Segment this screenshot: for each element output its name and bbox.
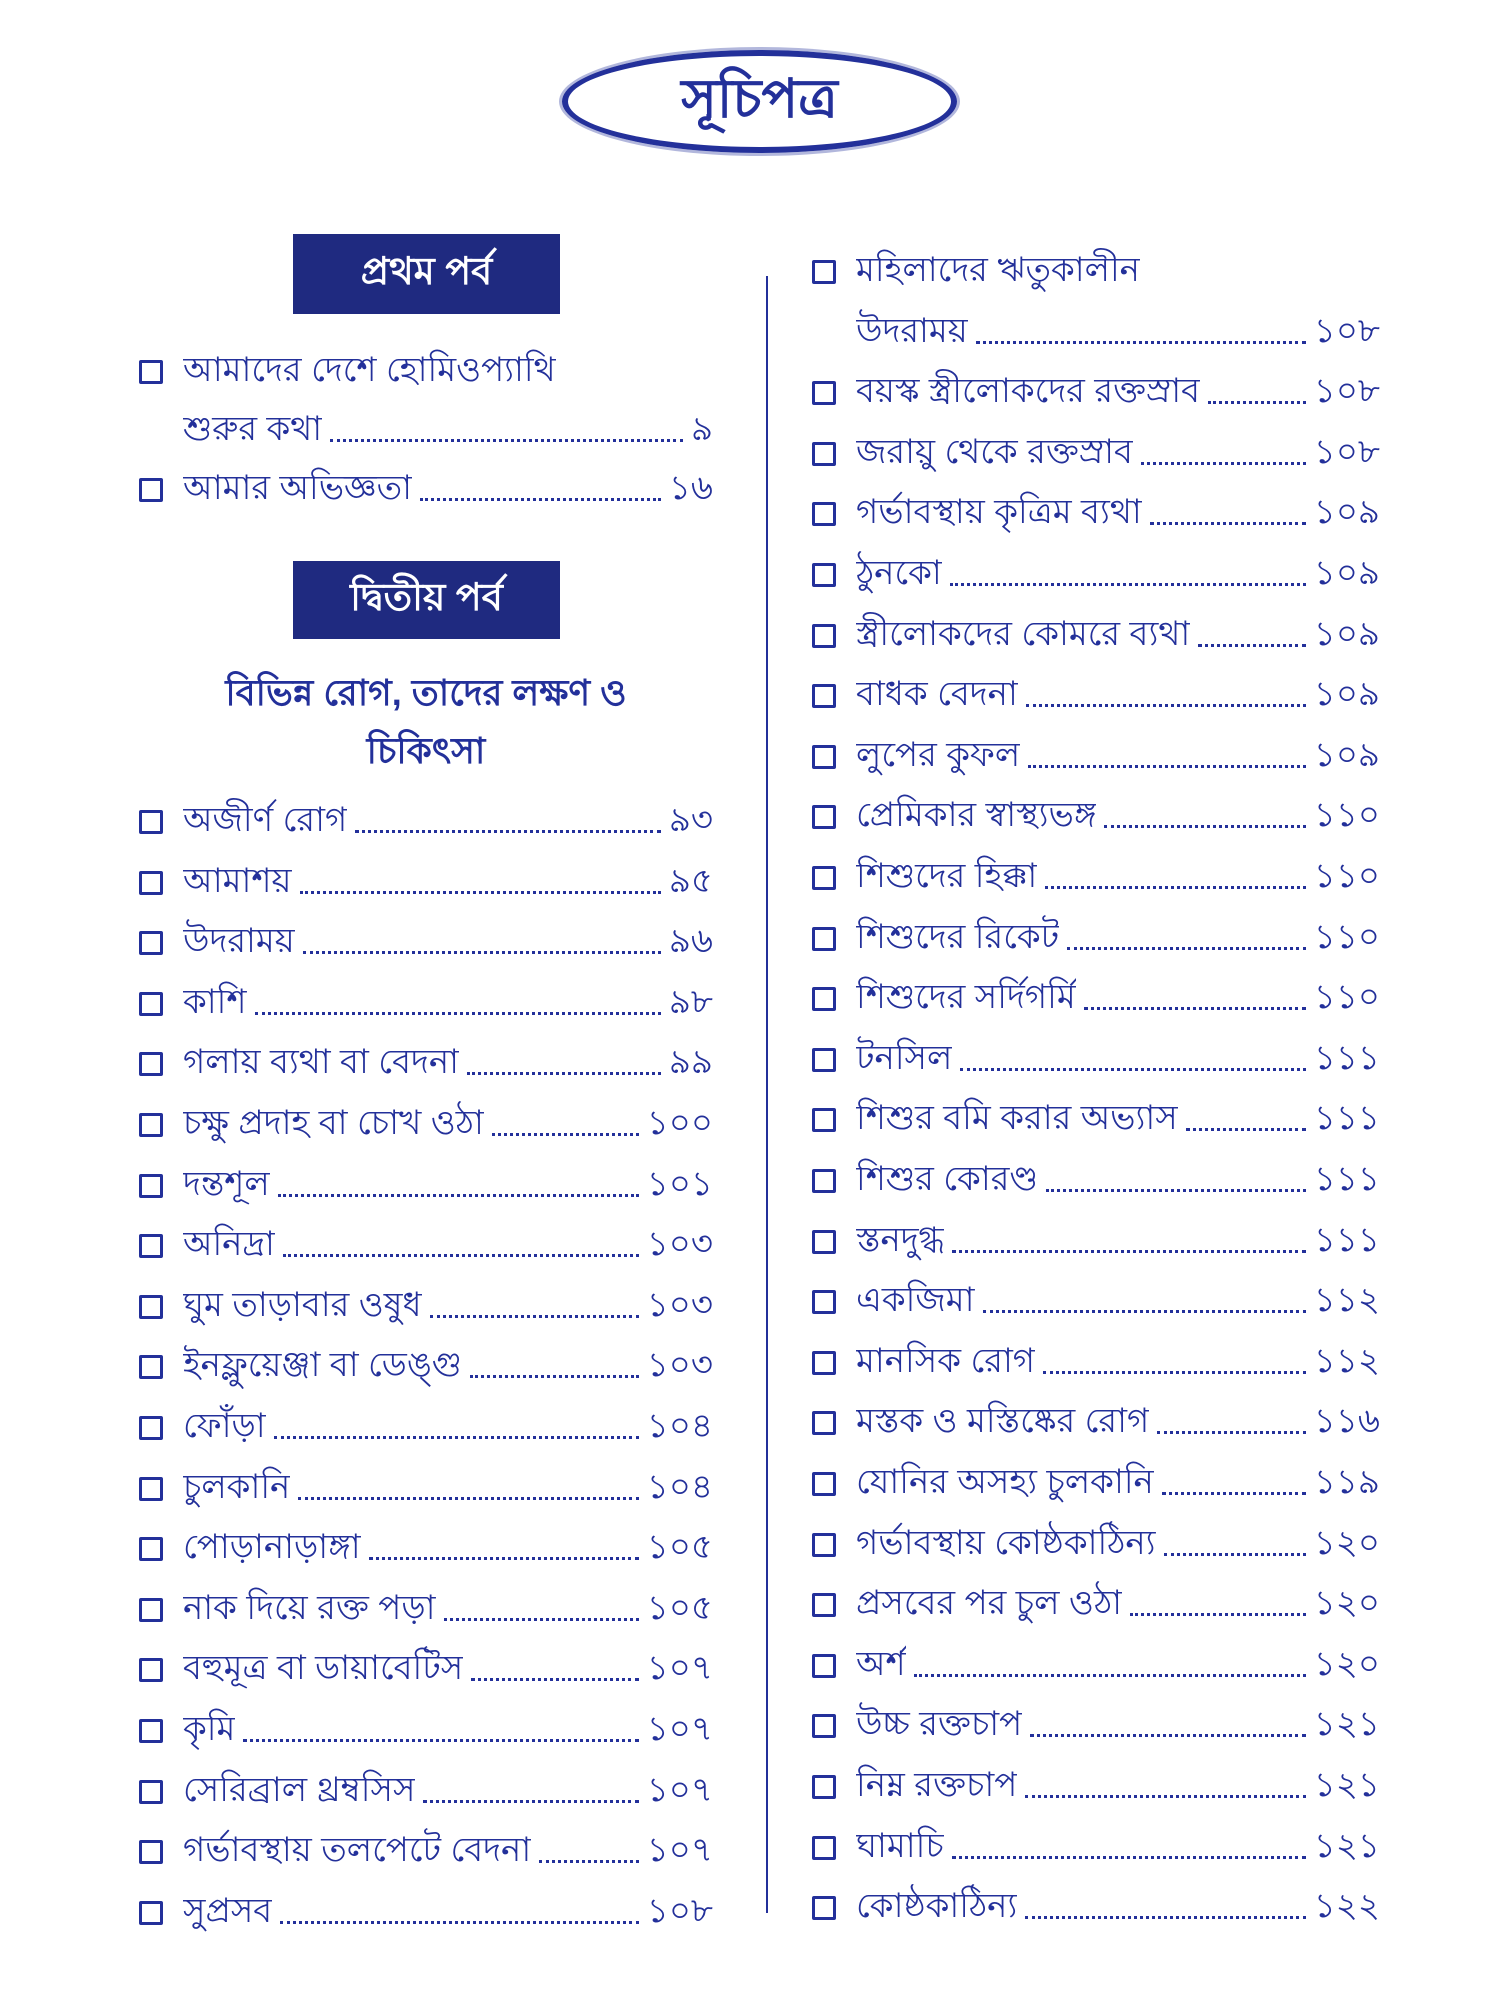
page-number: ১২১ [1313, 1826, 1380, 1865]
checkbox-icon [139, 871, 163, 895]
toc-entry [139, 1588, 713, 1632]
dot-leader [430, 1315, 639, 1318]
toc-entry [139, 1164, 713, 1208]
toc-entry [139, 468, 713, 512]
dot-leader [1157, 1431, 1306, 1434]
toc-entry [812, 1401, 1380, 1445]
checkbox-icon [139, 931, 163, 955]
page-number: ১০৭ [646, 1830, 713, 1869]
toc-entry [139, 861, 713, 905]
entry-title: অনিদ্রা [183, 1224, 275, 1263]
toc-entry [812, 1462, 1380, 1506]
entry-title: কাশি [183, 982, 247, 1021]
entry-title: শুরুর কথা [183, 409, 323, 448]
toc-entry [139, 1103, 713, 1147]
page-number: ৯৯ [668, 1042, 713, 1081]
page-number: ১০৯ [1313, 614, 1380, 653]
entry-title: পোড়ানাড়াঙ্গা [183, 1527, 361, 1566]
dot-leader [976, 341, 1306, 344]
dot-leader [1084, 1007, 1306, 1010]
entry-title: আমাদের দেশে হোমিওপ্যাথি [183, 350, 556, 389]
toc-entry [139, 1527, 713, 1571]
toc-entry [812, 1523, 1380, 1567]
page-number: ১০৮ [1313, 432, 1380, 471]
page-number: ১২০ [1313, 1523, 1380, 1562]
toc-entry [812, 1159, 1380, 1203]
checkbox-icon [139, 1537, 163, 1561]
checkbox-icon [812, 1290, 836, 1314]
toc-entry [139, 1285, 713, 1329]
page-number: ১০৭ [646, 1770, 713, 1809]
part-two-subheading-line-2: চিকিৎসা [366, 730, 486, 771]
dot-leader [492, 1133, 639, 1136]
entry-title: শিশুদের রিকেট [856, 917, 1060, 956]
dot-leader [1026, 704, 1306, 707]
dot-leader [1045, 886, 1306, 889]
page-number: ৯ [690, 409, 713, 448]
toc-entry [812, 856, 1380, 900]
page-number: ১১১ [1313, 1098, 1380, 1137]
page-number: ১১১ [1313, 1220, 1380, 1259]
toc-entry [812, 492, 1380, 536]
entry-title: বাধক বেদনা [856, 674, 1018, 713]
entry-title: সুপ্রসব [183, 1891, 273, 1930]
page-number: ১১০ [1313, 977, 1380, 1016]
entry-title: প্রসবের পর চুল ওঠা [856, 1583, 1122, 1622]
page-number: ১১২ [1313, 1341, 1380, 1380]
entry-title: গর্ভাবস্থায় তলপেটে বেদনা [183, 1830, 532, 1869]
toc-entry [139, 1467, 713, 1511]
entry-title: মানসিক রোগ [856, 1341, 1036, 1380]
toc-entry [812, 1765, 1380, 1809]
toc-entry [139, 982, 713, 1026]
dot-leader [1150, 522, 1306, 525]
entry-title: শিশুর কোরণ্ড [856, 1159, 1039, 1198]
page-number: ১০৮ [1313, 371, 1380, 410]
page-number: ১১৬ [1313, 1401, 1380, 1440]
dot-leader [420, 498, 661, 501]
checkbox-icon [139, 1295, 163, 1319]
checkbox-icon [812, 866, 836, 890]
page-number: ১০৩ [646, 1224, 713, 1263]
checkbox-icon [812, 805, 836, 829]
entry-title: বয়স্ক স্ত্রীলোকদের রক্তস্রাব [856, 371, 1201, 410]
checkbox-icon [812, 1230, 836, 1254]
toc-entry [812, 1220, 1380, 1264]
checkbox-icon [812, 1714, 836, 1738]
part-two-subheading-line-1: বিভিন্ন রোগ, তাদের লক্ষণ ও [225, 672, 627, 713]
toc-entry [139, 921, 713, 965]
checkbox-icon [812, 684, 836, 708]
entry-title: অজীর্ণ রোগ [183, 800, 348, 839]
checkbox-icon [139, 1174, 163, 1198]
page-number: ১২০ [1313, 1644, 1380, 1683]
checkbox-icon [139, 1355, 163, 1379]
page-number: ১২১ [1313, 1704, 1380, 1743]
entry-title: সেরিব্রাল থ্রম্বসিস [183, 1770, 416, 1809]
checkbox-icon [139, 1901, 163, 1925]
checkbox-icon [812, 624, 836, 648]
entry-title: ঘামাচি [856, 1826, 944, 1865]
toc-entry-continuation [139, 409, 713, 453]
dot-leader [914, 1674, 1306, 1677]
part-two-heading: দ্বিতীয় পর্ব [293, 561, 560, 639]
page-number: ১০৯ [1313, 553, 1380, 592]
dot-leader [369, 1557, 639, 1560]
checkbox-icon [812, 381, 836, 405]
dot-leader [298, 1497, 638, 1500]
checkbox-icon [139, 1477, 163, 1501]
dot-leader [243, 1739, 638, 1742]
checkbox-icon [139, 1113, 163, 1137]
checkbox-icon [812, 1169, 836, 1193]
dot-leader [300, 891, 661, 894]
checkbox-icon [812, 1108, 836, 1132]
toc-entry [139, 350, 713, 394]
page-number: ১০৫ [646, 1588, 713, 1627]
dot-leader [423, 1800, 638, 1803]
page-number: ১০৮ [1313, 311, 1380, 350]
dot-leader [1162, 1492, 1306, 1495]
checkbox-icon [139, 1598, 163, 1622]
page-number: ৯৮ [668, 982, 713, 1021]
toc-entry [812, 1280, 1380, 1324]
entry-title: আমাশয় [183, 861, 292, 900]
part-one-heading: প্রথম পর্ব [293, 234, 560, 314]
toc-entry [812, 1826, 1380, 1870]
entry-title: শিশুদের সর্দিগর্মি [856, 977, 1076, 1016]
checkbox-icon [812, 1896, 836, 1920]
checkbox-icon [812, 1472, 836, 1496]
dot-leader [444, 1618, 639, 1621]
entry-title: জরায়ু থেকে রক্তস্রাব [856, 432, 1133, 471]
checkbox-icon [139, 810, 163, 834]
entry-title: শিশুর বমি করার অভ্যাস [856, 1098, 1178, 1137]
toc-entry [812, 371, 1380, 415]
entry-title: উচ্চ রক্তচাপ [856, 1704, 1023, 1743]
entry-title: শিশুদের হিক্কা [856, 856, 1038, 895]
entry-title: উদরাময় [183, 921, 295, 960]
dot-leader [1046, 1189, 1306, 1192]
entry-title: প্রেমিকার স্বাস্থ্যভঙ্গ [856, 795, 1097, 834]
toc-entry [139, 1406, 713, 1450]
dot-leader [1067, 947, 1306, 950]
page-number: ১১০ [1313, 856, 1380, 895]
dot-leader [539, 1860, 639, 1863]
entry-title: একজিমা [856, 1280, 975, 1319]
entry-title: গর্ভাবস্থায় কোষ্ঠকাঠিন্য [856, 1523, 1156, 1562]
page-number: ১২২ [1313, 1886, 1380, 1925]
page-title: সূচিপত্র [562, 50, 957, 153]
checkbox-icon [812, 927, 836, 951]
toc-entry [812, 1583, 1380, 1627]
page-number: ১২১ [1313, 1765, 1380, 1804]
dot-leader [952, 1250, 1305, 1253]
toc-entry [812, 674, 1380, 718]
dot-leader [1208, 401, 1306, 404]
toc-entry [812, 1098, 1380, 1142]
page-number: ১০৭ [646, 1709, 713, 1748]
toc-entry [812, 1886, 1380, 1930]
entry-title: নাক দিয়ে রক্ত পড়া [183, 1588, 436, 1627]
entry-title: উদরাময় [856, 311, 968, 350]
toc-entry [139, 1830, 713, 1874]
dot-leader [1198, 644, 1306, 647]
dot-leader [950, 583, 1306, 586]
page-number: ১০৪ [646, 1467, 713, 1506]
entry-title: আমার অভিজ্ঞতা [183, 468, 412, 507]
dot-leader [471, 1678, 638, 1681]
toc-entry [139, 800, 713, 844]
page-number: ১১০ [1313, 795, 1380, 834]
entry-title: গলায় ব্যথা বা বেদনা [183, 1042, 460, 1081]
toc-entry [139, 1709, 713, 1753]
checkbox-icon [812, 1593, 836, 1617]
page-number: ১০৫ [646, 1527, 713, 1566]
dot-leader [283, 1254, 639, 1257]
dot-leader [1028, 765, 1306, 768]
checkbox-icon [812, 1775, 836, 1799]
dot-leader [255, 1012, 661, 1015]
checkbox-icon [139, 1658, 163, 1682]
entry-title: চুলকানি [183, 1467, 291, 1506]
entry-title: স্তনদুগ্ধ [856, 1220, 945, 1259]
checkbox-icon [139, 1234, 163, 1258]
toc-entry [812, 977, 1380, 1021]
toc-entry [139, 1770, 713, 1814]
dot-leader [960, 1068, 1305, 1071]
toc-entry [812, 614, 1380, 658]
checkbox-icon [812, 502, 836, 526]
toc-entry [139, 1224, 713, 1268]
checkbox-icon [812, 987, 836, 1011]
toc-entry-continuation [812, 311, 1380, 355]
entry-title: ইনফ্লুয়েঞ্জা বা ডেঙ্গু [183, 1345, 462, 1384]
toc-entry [812, 735, 1380, 779]
checkbox-icon [812, 1048, 836, 1072]
toc-entry [812, 795, 1380, 839]
checkbox-icon [812, 1836, 836, 1860]
toc-entry [139, 1345, 713, 1389]
dot-leader [983, 1310, 1306, 1313]
toc-entry [812, 250, 1380, 294]
dot-leader [355, 830, 661, 833]
toc-entry [812, 1644, 1380, 1688]
dot-leader [330, 439, 683, 442]
entry-title: অর্শ [856, 1644, 906, 1683]
checkbox-icon [812, 1351, 836, 1375]
entry-title: ঘুম তাড়াবার ওষুধ [183, 1285, 422, 1324]
toc-entry [139, 1891, 713, 1935]
page-number: ১০৯ [1313, 492, 1380, 531]
page-number: ১১১ [1313, 1159, 1380, 1198]
dot-leader [280, 1921, 639, 1924]
page-number: ১০৯ [1313, 735, 1380, 774]
column-divider [766, 276, 768, 1913]
page-number: ১০৪ [646, 1406, 713, 1445]
toc-entry [812, 1704, 1380, 1748]
toc-entry [812, 917, 1380, 961]
checkbox-icon [139, 1840, 163, 1864]
checkbox-icon [139, 1416, 163, 1440]
entry-title: মস্তক ও মস্তিষ্কের রোগ [856, 1401, 1150, 1440]
entry-title: কৃমি [183, 1709, 236, 1748]
page-number: ১০৭ [646, 1648, 713, 1687]
page-number: ১০৯ [1313, 674, 1380, 713]
checkbox-icon [812, 563, 836, 587]
page-number: ১৬ [668, 468, 713, 507]
entry-title: দন্তশূল [183, 1164, 270, 1203]
toc-entry [139, 1648, 713, 1692]
page-number: ১২০ [1313, 1583, 1380, 1622]
page-number: ৯৫ [668, 861, 713, 900]
dot-leader [467, 1072, 661, 1075]
checkbox-icon [139, 360, 163, 384]
dot-leader [1130, 1613, 1306, 1616]
entry-title: কোষ্ঠকাঠিন্য [856, 1886, 1018, 1925]
entry-title: যোনির অসহ্য চুলকানি [856, 1462, 1154, 1501]
dot-leader [1043, 1371, 1306, 1374]
entry-title: বহুমূত্র বা ডায়াবেটিস [183, 1648, 464, 1687]
page-number: ১১০ [1313, 917, 1380, 956]
entry-title: চক্ষু প্রদাহ বা চোখ ওঠা [183, 1103, 484, 1142]
page-number: ১০৩ [646, 1285, 713, 1324]
checkbox-icon [139, 1052, 163, 1076]
toc-entry [812, 1038, 1380, 1082]
entry-title: স্ত্রীলোকদের কোমরে ব্যথা [856, 614, 1191, 653]
checkbox-icon [812, 260, 836, 284]
checkbox-icon [812, 1533, 836, 1557]
dot-leader [1104, 825, 1305, 828]
toc-entry [812, 432, 1380, 476]
page-number: ৯৬ [668, 921, 713, 960]
entry-title: ফোঁড়া [183, 1406, 266, 1445]
entry-title: লুপের কুফল [856, 735, 1021, 774]
toc-entry [812, 553, 1380, 597]
checkbox-icon [139, 1780, 163, 1804]
entry-title: টনসিল [856, 1038, 953, 1077]
entry-title: নিম্ন রক্তচাপ [856, 1765, 1018, 1804]
page-number: ৯৩ [668, 800, 713, 839]
entry-title: গর্ভাবস্থায় কৃত্রিম ব্যথা [856, 492, 1142, 531]
page-number: ১০৮ [646, 1891, 713, 1930]
dot-leader [952, 1856, 1306, 1859]
checkbox-icon [139, 1719, 163, 1743]
page-number: ১১৯ [1313, 1462, 1380, 1501]
checkbox-icon [139, 992, 163, 1016]
dot-leader [1025, 1916, 1305, 1919]
checkbox-icon [812, 745, 836, 769]
dot-leader [1030, 1734, 1306, 1737]
page-number: ১১২ [1313, 1280, 1380, 1319]
dot-leader [1025, 1795, 1305, 1798]
toc-entry [139, 1042, 713, 1086]
dot-leader [1164, 1553, 1306, 1556]
dot-leader [303, 951, 661, 954]
entry-title: ঠুনকো [856, 553, 942, 592]
page-number: ১০১ [646, 1164, 713, 1203]
entry-title: মহিলাদের ঋতুকালীন [856, 250, 1140, 289]
dot-leader [274, 1436, 639, 1439]
toc-entry [812, 1341, 1380, 1385]
page-number: ১১১ [1313, 1038, 1380, 1077]
dot-leader [1141, 462, 1306, 465]
dot-leader [470, 1375, 639, 1378]
dot-leader [1186, 1128, 1306, 1131]
page-number: ১০৩ [646, 1345, 713, 1384]
page-number: ১০০ [646, 1103, 713, 1142]
checkbox-icon [812, 1654, 836, 1678]
checkbox-icon [812, 1411, 836, 1435]
checkbox-icon [139, 478, 163, 502]
dot-leader [278, 1194, 639, 1197]
checkbox-icon [812, 442, 836, 466]
